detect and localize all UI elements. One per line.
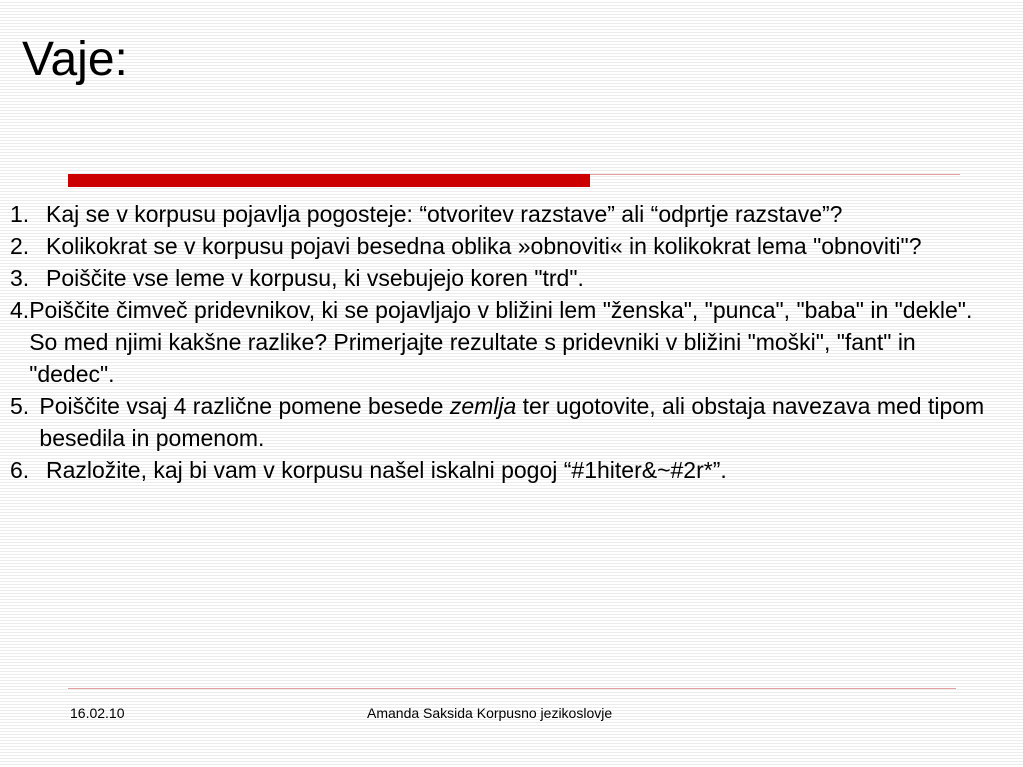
exercise-text — [39, 390, 1000, 454]
exercise-text — [29, 294, 1000, 390]
exercise-item-2 — [0, 230, 1000, 262]
exercise-text — [46, 230, 1000, 262]
exercise-list — [0, 198, 1000, 486]
exercise-text-main: Kolikokrat se v korpusu pojavi besedna oblika »obnoviti« in kolikokrat lema "obnoviti"? — [46, 233, 922, 259]
exercise-number: 4. — [10, 297, 30, 323]
exercise-item-6 — [0, 454, 1000, 486]
exercise-text — [46, 262, 1000, 294]
title-accent-bar — [68, 174, 590, 187]
exercise-number: 1. — [10, 201, 30, 227]
footer-divider — [68, 688, 956, 689]
exercise-text — [46, 198, 1000, 230]
exercise-text-rest: ter ugotovite, ali obstaja navezava med tipom besedila in pomenom. — [39, 393, 985, 451]
exercise-text-main: Poiščite vse leme v korpusu, ki vsebujejo koren "trd". — [46, 265, 584, 291]
exercise-item-4 — [0, 294, 1000, 390]
exercise-item-5 — [0, 390, 1000, 454]
footer-date: 16.02.10 — [70, 705, 125, 721]
exercise-text-main: Poiščite vsaj 4 različne pomene besede — [39, 393, 450, 419]
exercise-emphasis-word: zemlja — [449, 393, 517, 419]
exercise-number: 3. — [10, 265, 30, 291]
exercise-number: 5. — [10, 393, 30, 419]
exercise-item-3 — [0, 262, 1000, 294]
exercise-item-1 — [0, 198, 1000, 230]
exercise-text-main: Kaj se v korpusu pojavlja pogosteje: “otvoritev razstave” ali “odprtje razstave”? — [46, 201, 843, 227]
slide-title: Vaje: — [22, 33, 128, 86]
exercise-text-main: Poiščite čimveč pridevnikov, ki se pojavljajo v bližini lem "ženska", "punca", "baba" in "dekle". So med njimi kakšne razlike? Primerjajte rezultate s pridevniki v bližini "moški", "fant" in "dedec". — [29, 297, 973, 387]
footer-author: Amanda Saksida Korpusno jezikoslovje — [367, 705, 613, 721]
exercise-number: 2. — [10, 233, 30, 259]
exercise-number: 6. — [10, 457, 30, 483]
exercise-text — [46, 454, 1000, 486]
exercise-text-main: Razložite, kaj bi vam v korpusu našel iskalni pogoj “#1hiter&~#2r*”. — [46, 457, 727, 483]
